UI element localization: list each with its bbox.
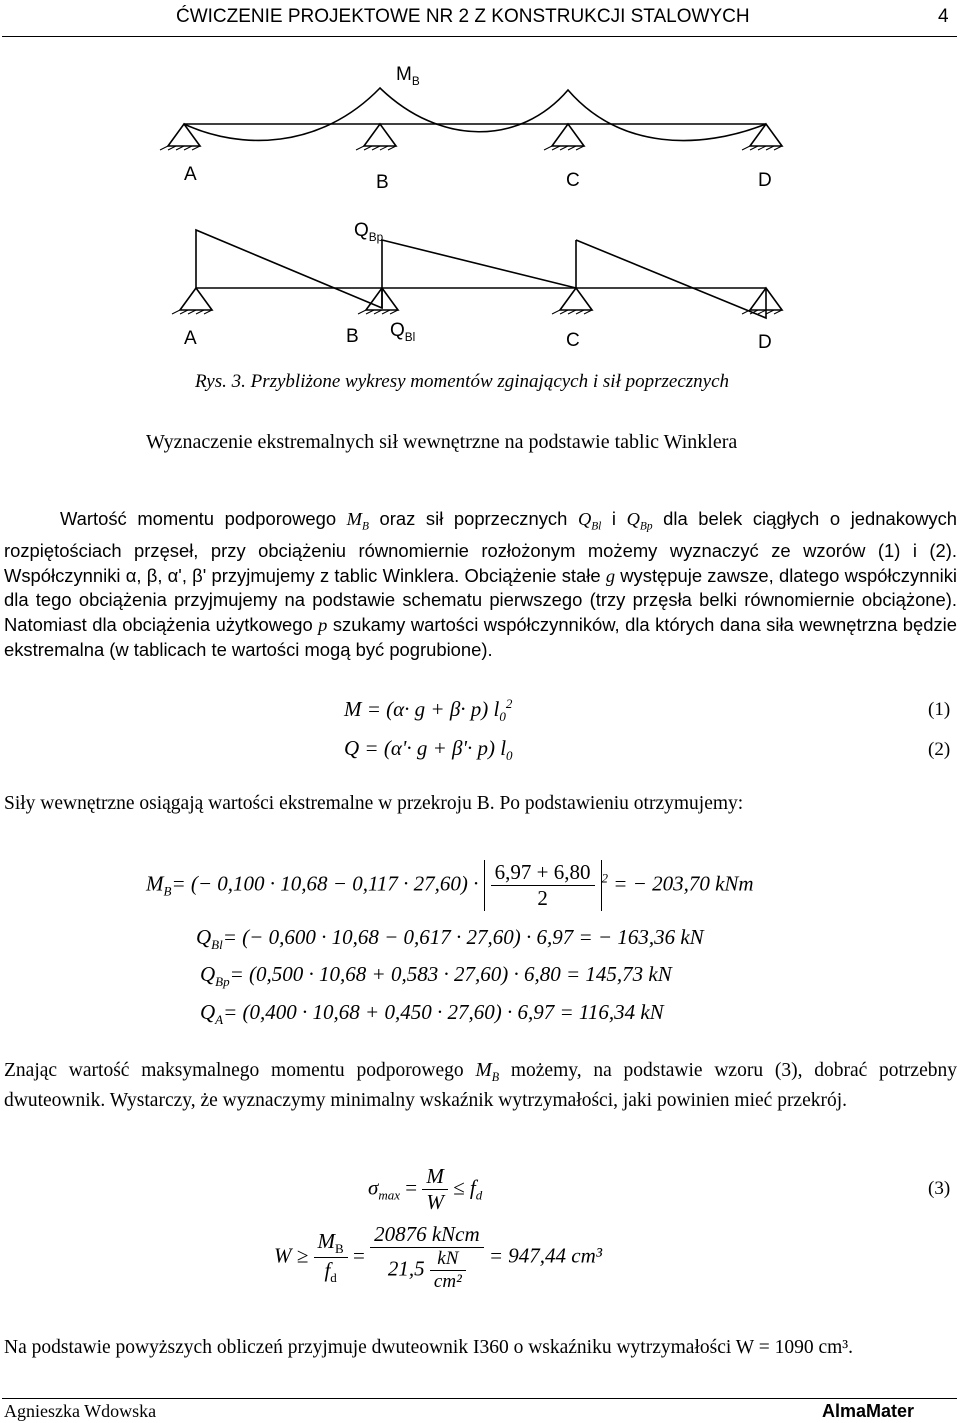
- calc-qbp: $Q_{Bp}= (0,500 \cdot 10,68 + 0,583 \cdot 27,60) \cdot 6,80 = 145,73$ kN: [200, 962, 672, 990]
- equation-2-number: (2): [928, 739, 951, 760]
- footer-rule: [2, 1398, 957, 1399]
- shear-support-b: B: [346, 326, 359, 347]
- header-title: ĆWICZENIE PROJEKTOWE NR 2 Z KONSTRUKCJI STALOWYCH: [176, 6, 750, 27]
- calc-qa: $Q_A= (0,400 \cdot 10,68 + 0,450 \cdot 27,60) \cdot 6,97 = 116,34$ kN: [200, 1000, 664, 1028]
- paragraph-1: Wartość momentu podporowego $M_B$ oraz sił poprzecznych $Q_{Bl}$ i $Q_{Bp}$ dla belek ciągłych o jednakowych rozpiętościach przęseł, przy obciążeniu równomiernie rozłożonym możemy wyznaczyć ze wzorów (1) i (2). Współczynniki α, β, α', β' przyjmujemy z tablic Winklera. Obciążenie stałe g występuje zawsze, dlatego współczynniki dla tego obciążenia przyjmujemy na podstawie schematu pierwszego (trzy przęsła belki równomiernie obciążone). Natomiast dla obciążenia użytkowego p szukamy wartości współczynników, dla których dana siła wewnętrzna będzie ekstremalna (w tablicach te wartości mogą być pogrubione).: [4, 508, 958, 660]
- equation-3: $\sigma_{max}$ = $\frac{M}{W}$ ≤ $f_d$: [368, 1164, 483, 1214]
- paragraph-2: Siły wewnętrzne osiągają wartości ekstremalne w przekroju B. Po podstawieniu otrzymujemy:: [4, 793, 744, 814]
- equation-3-number: (3): [928, 1178, 951, 1199]
- footer-author: Agnieszka Wdowska: [4, 1401, 157, 1421]
- moment-supports: [160, 124, 782, 150]
- support-label-d: D: [758, 170, 772, 191]
- equation-1: M = (α· g + β· p) $l_0^2$: [344, 696, 513, 725]
- shear-line-left: [196, 230, 576, 308]
- calc-mb: $M_B=$ (− 0,100 · 10,68 − 0,117 · 27,60) · $\frac{6,97 + 6,80}{2}$ $^2$ = − 203,70 kNm: [146, 860, 754, 910]
- shear-label-right: $Q_{Bp}$: [354, 220, 384, 244]
- moment-curve: [184, 88, 766, 141]
- equation-1-number: (1): [928, 699, 951, 720]
- shear-support-d: D: [758, 332, 772, 353]
- calc-qbl: $Q_{Bl}=$ (− 0,600 · 10,68 − 0,617 · 27,60) · 6,97 = − 163,36 kN: [196, 925, 704, 953]
- shear-label-left: $Q_{Bl}$: [390, 320, 416, 344]
- equation-2: Q = (α'· g + β'· p) $l_0$: [344, 736, 513, 764]
- figure-caption: Rys. 3. Przybliżone wykresy momentów zginających i sił poprzecznych: [195, 371, 730, 392]
- support-label-b: B: [376, 172, 389, 193]
- shear-line-right: [576, 240, 766, 318]
- paragraph-4: Na podstawie powyższych obliczeń przyjmuje dwuteownik I360 o wskaźniku wytrzymałości W = 1090 cm³.: [4, 1337, 854, 1358]
- equation-4: W ≥ $\frac{M_B}{f_d}$ = 20876 kNcm 21,5 $\frac{kN}{\text{cm²}}$ = 947,44 cm³: [274, 1222, 603, 1292]
- support-label-c: C: [566, 170, 580, 191]
- page-number: 4: [938, 6, 949, 27]
- shear-support-a: A: [184, 328, 197, 349]
- footer-brand: AlmaMater: [822, 1401, 915, 1421]
- shear-support-c: C: [566, 330, 580, 351]
- moment-label: $M_B$: [396, 64, 420, 88]
- section-title: Wyznaczenie ekstremalnych sił wewnętrzne na podstawie tablic Winklera: [146, 431, 738, 453]
- beam-diagrams: [0, 40, 960, 360]
- header-rule: [2, 36, 957, 37]
- support-label-a: A: [184, 164, 197, 185]
- paragraph-3: Znając wartość maksymalnego momentu podporowego $M_B$ możemy, na podstawie wzoru (3), dobrać potrzebny dwuteownik. Wystarczy, że wyznaczymy minimalny wskaźnik wytrzymałości, jaki powinien mieć przekrój.: [4, 1060, 957, 1112]
- shear-supports: [172, 288, 782, 314]
